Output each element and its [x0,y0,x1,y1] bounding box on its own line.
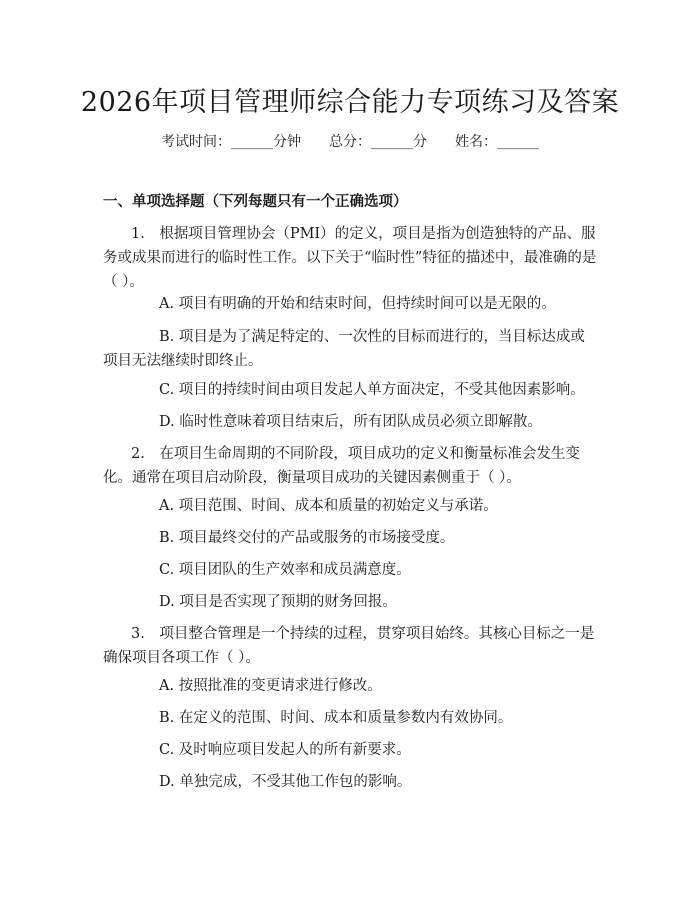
exam-meta [0,131,700,151]
option-1d [103,410,597,434]
option-2a [103,494,597,518]
option-text: A. 按照批准的变更请求进行修改。 [159,678,382,694]
option-2b [103,526,597,550]
option-2c [103,558,597,582]
question-stem: 2. 在项目生命周期的不同阶段，项目成功的定义和衡量标准会发生变化。通常在项目启动阶段，衡量项目成功的关键因素侧重于（ ）。 [103,446,580,486]
option-text: A. 项目有明确的开始和结束时间，但持续时间可以是无限的。 [159,296,556,312]
option-1a [103,292,597,316]
question-2 [103,442,597,490]
section-heading: 一、单项选择题（下列每题只有一个正确选项） [103,193,408,210]
option-1c [103,378,597,402]
page-title: 2026年项目管理师综合能力专项练习及答案 [80,87,620,118]
question-3 [103,622,597,670]
option-text: B. 项目最终交付的产品或服务的市场接受度。 [159,530,455,546]
option-text: B. 在定义的范围、时间、成本和质量参数内有效协同。 [159,710,513,726]
option-text: D. 项目是否实现了预期的财务回报。 [159,594,397,610]
option-text: B. 项目是为了满足特定的、一次性的目标而进行的，当目标达成或项目无法继续时即终止。 [103,329,585,369]
option-text: A. 项目范围、时间、成本和质量的初始定义与承诺。 [159,498,498,514]
question-1 [103,222,597,294]
total-score-field: 总分：______分 [329,134,427,150]
exam-time-field: 考试时间：______分钟 [161,134,301,150]
option-text: C. 及时响应项目发起人的所有新要求。 [159,742,411,758]
option-text: D. 单独完成，不受其他工作包的影响。 [159,774,412,790]
name-field: 姓名：______ [455,134,539,150]
option-text: C. 项目的持续时间由项目发起人单方面决定，不受其他因素影响。 [159,382,585,398]
option-1b [103,325,597,373]
option-3b [103,706,597,730]
option-3d [103,770,597,794]
option-text: D. 临时性意味着项目结束后，所有团队成员必须立即解散。 [159,414,542,430]
question-stem: 1. 根据项目管理协会（PMI）的定义，项目是指为创造独特的产品、服务或成果而进行的临时性工作。以下关于“临时性”特征的描述中，最准确的是（ ）。 [103,226,597,290]
option-text: C. 项目团队的生产效率和成员满意度。 [159,562,411,578]
question-stem: 3. 项目整合管理是一个持续的过程，贯穿项目始终。其核心目标之一是确保项目各项工作（ ）。 [103,626,595,666]
option-2d [103,590,597,614]
option-3c [103,738,597,762]
option-3a [103,674,597,698]
